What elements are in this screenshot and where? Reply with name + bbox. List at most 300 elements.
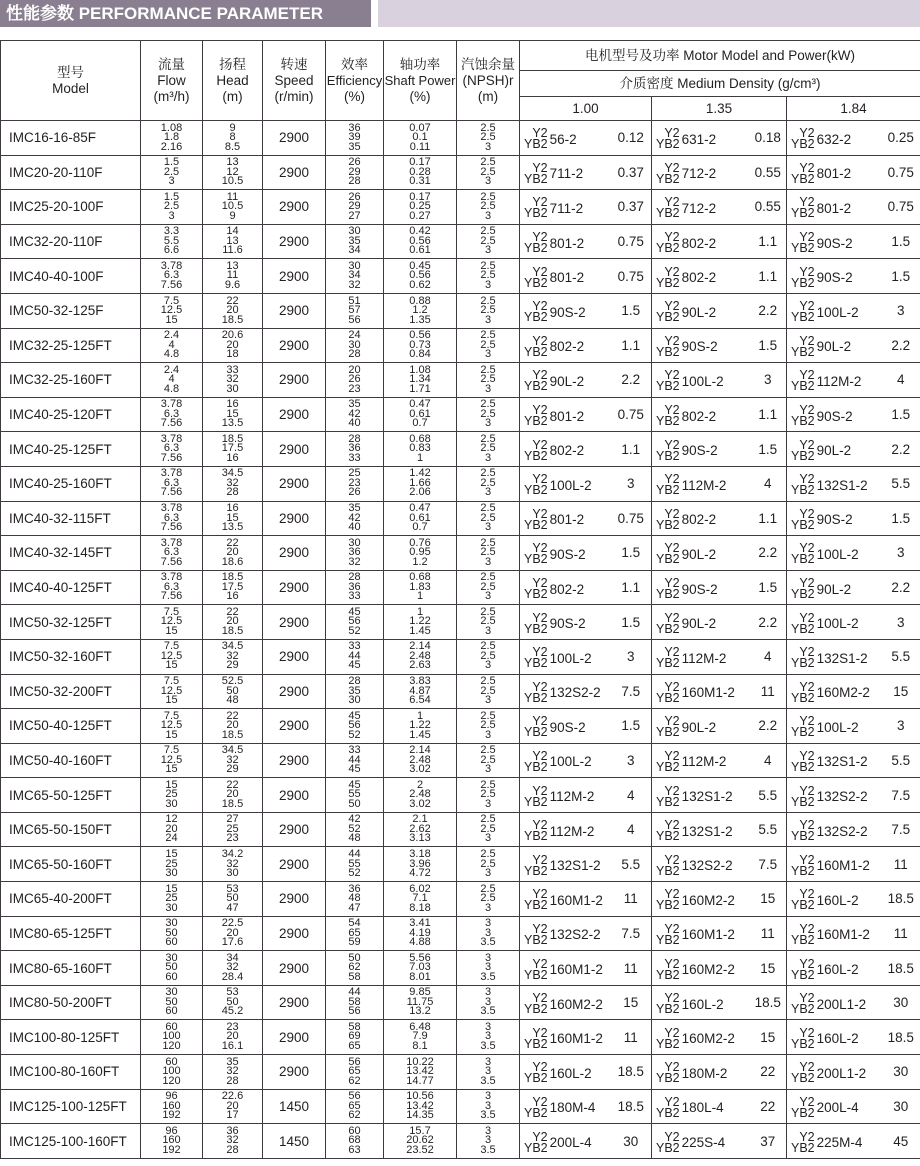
motor-power-cell: 11 (611, 951, 652, 986)
head-cell: 34.5 32 28 (203, 466, 263, 501)
motor-power-cell: 1.5 (611, 293, 652, 328)
motor-model-cell: Y2 YB2 712-2 (652, 155, 750, 190)
flow-cell: 3.78 6.3 7.56 (141, 397, 203, 432)
speed-cell: 2900 (263, 1055, 326, 1090)
motor-model-cell: Y2 YB2 90S-2 (787, 224, 882, 259)
flow-cell: 3.78 6.3 7.56 (141, 259, 203, 294)
motor-model-cell: Y2 YB2 801-2 (520, 501, 611, 536)
model-cell: IMC125-100-160FT (1, 1124, 141, 1159)
motor-model-cell: Y2 YB2 112M-2 (652, 639, 750, 674)
motor-model-cell: Y2 YB2 180M-4 (520, 1089, 611, 1124)
motor-model-cell: Y2 YB2 132S2-2 (787, 812, 882, 847)
flow-cell: 96 160 192 (141, 1124, 203, 1159)
flow-cell: 15 25 30 (141, 847, 203, 882)
motor-power-cell: 1.1 (750, 259, 787, 294)
motor-power-cell: 18.5 (611, 1055, 652, 1090)
shaft-cell: 1 1.22 1.45 (384, 709, 457, 744)
eff-cell: 28 35 30 (326, 674, 384, 709)
flow-cell: 7.5 12.5 15 (141, 639, 203, 674)
speed-cell: 2900 (263, 328, 326, 363)
flow-cell: 3.78 6.3 7.56 (141, 536, 203, 571)
motor-power-cell: 3 (611, 639, 652, 674)
model-cell: IMC50-32-160FT (1, 639, 141, 674)
flow-cell: 2.4 4 4.8 (141, 328, 203, 363)
flow-cell: 96 160 192 (141, 1089, 203, 1124)
speed-cell: 2900 (263, 121, 326, 156)
flow-cell: 3.78 6.3 7.56 (141, 570, 203, 605)
motor-power-cell: 15 (750, 1020, 787, 1055)
table-row (1, 951, 920, 986)
shaft-cell: 3.41 4.19 4.88 (384, 916, 457, 951)
shaft-cell: 0.17 0.28 0.31 (384, 155, 457, 190)
npsh-cell: 2.5 2.5 3 (457, 224, 520, 259)
motor-power-cell: 0.75 (611, 397, 652, 432)
flow-cell: 60 100 120 (141, 1020, 203, 1055)
shaft-cell: 15.7 20.62 23.52 (384, 1124, 457, 1159)
model-cell: IMC40-32-115FT (1, 501, 141, 536)
motor-power-cell: 1.1 (611, 570, 652, 605)
motor-power-cell: 4 (750, 639, 787, 674)
model-cell: IMC65-40-200FT (1, 882, 141, 917)
model-cell: IMC40-25-120FT (1, 397, 141, 432)
motor-model-cell: Y2 YB2 802-2 (520, 432, 611, 467)
motor-model-cell: Y2 YB2 132S1-2 (787, 466, 882, 501)
motor-model-cell: Y2 YB2 90S-2 (787, 501, 882, 536)
motor-model-cell: Y2 YB2 801-2 (787, 155, 882, 190)
motor-power-cell: 3 (882, 605, 920, 640)
motor-model-cell: Y2 YB2 711-2 (520, 155, 611, 190)
head-cell: 33 32 30 (203, 363, 263, 398)
eff-cell: 44 58 56 (326, 985, 384, 1020)
speed-cell: 2900 (263, 466, 326, 501)
motor-power-cell: 5.5 (611, 847, 652, 882)
eff-cell: 56 65 62 (326, 1089, 384, 1124)
flow-cell: 3.78 6.3 7.56 (141, 432, 203, 467)
model-cell: IMC80-65-125FT (1, 916, 141, 951)
shaft-cell: 3.83 4.87 6.54 (384, 674, 457, 709)
speed-cell: 2900 (263, 155, 326, 190)
motor-model-cell: Y2 YB2 132S1-2 (787, 639, 882, 674)
table-row (1, 121, 920, 156)
speed-cell: 2900 (263, 812, 326, 847)
model-cell: IMC32-25-125FT (1, 328, 141, 363)
motor-power-cell: 4 (750, 743, 787, 778)
npsh-cell: 2.5 2.5 3 (457, 639, 520, 674)
motor-model-cell: Y2 YB2 801-2 (520, 259, 611, 294)
table-row (1, 1089, 920, 1124)
motor-power-cell: 1.5 (882, 501, 920, 536)
col-head: 扬程 Head (m) (203, 41, 263, 121)
speed-cell: 2900 (263, 432, 326, 467)
head-cell: 16 15 13.5 (203, 501, 263, 536)
shaft-cell: 0.76 0.95 1.2 (384, 536, 457, 571)
table-row (1, 882, 920, 917)
motor-model-cell: Y2 YB2 90L-2 (652, 709, 750, 744)
table-row (1, 639, 920, 674)
motor-model-cell: Y2 YB2 802-2 (652, 397, 750, 432)
speed-cell: 2900 (263, 916, 326, 951)
motor-model-cell: Y2 YB2 132S2-2 (520, 916, 611, 951)
speed-cell: 2900 (263, 363, 326, 398)
motor-power-cell: 5.5 (882, 743, 920, 778)
motor-model-cell: Y2 YB2 100L-2 (787, 536, 882, 571)
flow-cell: 1.5 2.5 3 (141, 190, 203, 225)
motor-model-cell: Y2 YB2 112M-2 (652, 743, 750, 778)
density-135: 1.35 (652, 97, 787, 121)
motor-power-cell: 30 (882, 985, 920, 1020)
motor-model-cell: Y2 YB2 160L-2 (520, 1055, 611, 1090)
motor-model-cell: Y2 YB2 100L-2 (787, 293, 882, 328)
shaft-cell: 5.56 7.03 8.01 (384, 951, 457, 986)
motor-model-cell: Y2 YB2 200L-4 (787, 1089, 882, 1124)
model-cell: IMC80-50-200FT (1, 985, 141, 1020)
flow-cell: 3.78 6.3 7.56 (141, 466, 203, 501)
table-row (1, 1020, 920, 1055)
eff-cell: 26 29 28 (326, 155, 384, 190)
flow-cell: 15 25 30 (141, 882, 203, 917)
motor-model-cell: Y2 YB2 802-2 (652, 501, 750, 536)
eff-cell: 50 62 58 (326, 951, 384, 986)
motor-model-cell: Y2 YB2 802-2 (520, 570, 611, 605)
motor-power-cell: 1.1 (611, 432, 652, 467)
motor-power-cell: 3 (611, 743, 652, 778)
eff-cell: 20 26 23 (326, 363, 384, 398)
table-row (1, 812, 920, 847)
model-cell: IMC40-25-160FT (1, 466, 141, 501)
motor-power-cell: 2.2 (882, 570, 920, 605)
table-body (1, 121, 920, 1159)
model-cell: IMC40-40-125FT (1, 570, 141, 605)
eff-cell: 33 44 45 (326, 743, 384, 778)
head-cell: 20.6 20 18 (203, 328, 263, 363)
table-row (1, 293, 920, 328)
motor-model-cell: Y2 YB2 132S2-2 (520, 674, 611, 709)
motor-model-cell: Y2 YB2 160M2-2 (520, 985, 611, 1020)
shaft-cell: 6.48 7.9 8.1 (384, 1020, 457, 1055)
head-cell: 22 20 18.5 (203, 293, 263, 328)
speed-cell: 2900 (263, 1020, 326, 1055)
motor-model-cell: Y2 YB2 160M2-2 (652, 882, 750, 917)
section-banner (0, 0, 920, 27)
flow-cell: 7.5 12.5 15 (141, 674, 203, 709)
table-row (1, 397, 920, 432)
motor-power-cell: 11 (750, 674, 787, 709)
eff-cell: 36 48 47 (326, 882, 384, 917)
model-cell: IMC32-25-160FT (1, 363, 141, 398)
npsh-cell: 2.5 2.5 3 (457, 570, 520, 605)
head-cell: 52.5 50 48 (203, 674, 263, 709)
col-efficiency: 效率 Efficiency (%) (326, 41, 384, 121)
table-row (1, 224, 920, 259)
npsh-cell: 2.5 2.5 3 (457, 363, 520, 398)
eff-cell: 30 35 34 (326, 224, 384, 259)
eff-cell: 44 55 52 (326, 847, 384, 882)
npsh-cell: 2.5 2.5 3 (457, 605, 520, 640)
flow-cell: 7.5 12.5 15 (141, 605, 203, 640)
model-cell: IMC50-40-125FT (1, 709, 141, 744)
motor-power-cell: 0.37 (611, 155, 652, 190)
motor-model-cell: Y2 YB2 160M1-2 (787, 916, 882, 951)
head-cell: 13 11 9.6 (203, 259, 263, 294)
npsh-cell: 2.5 2.5 3 (457, 121, 520, 156)
motor-model-cell: Y2 YB2 200L1-2 (787, 985, 882, 1020)
motor-model-cell: Y2 YB2 712-2 (652, 190, 750, 225)
eff-cell: 35 42 40 (326, 501, 384, 536)
table-row (1, 847, 920, 882)
motor-power-cell: 2.2 (750, 536, 787, 571)
motor-power-cell: 0.55 (750, 155, 787, 190)
eff-cell: 26 29 27 (326, 190, 384, 225)
head-cell: 22 20 18.5 (203, 605, 263, 640)
motor-power-cell: 0.18 (750, 121, 787, 156)
npsh-cell: 3 3 3.5 (457, 1055, 520, 1090)
motor-power-cell: 30 (882, 1055, 920, 1090)
motor-power-cell: 1.5 (882, 259, 920, 294)
flow-cell: 7.5 12.5 15 (141, 743, 203, 778)
table-row (1, 155, 920, 190)
motor-model-cell: Y2 YB2 802-2 (520, 328, 611, 363)
speed-cell: 2900 (263, 570, 326, 605)
motor-power-cell: 4 (611, 778, 652, 813)
motor-power-cell: 5.5 (882, 639, 920, 674)
motor-model-cell: Y2 YB2 160M2-2 (787, 674, 882, 709)
motor-power-cell: 0.75 (611, 501, 652, 536)
motor-power-cell: 1.5 (750, 432, 787, 467)
motor-power-cell: 0.75 (882, 190, 920, 225)
motor-model-cell: Y2 YB2 200L1-2 (787, 1055, 882, 1090)
flow-cell: 30 50 60 (141, 951, 203, 986)
motor-power-cell: 7.5 (611, 674, 652, 709)
motor-model-cell: Y2 YB2 100L-2 (520, 743, 611, 778)
motor-power-cell: 0.25 (882, 121, 920, 156)
motor-power-cell: 18.5 (882, 1020, 920, 1055)
performance-table (0, 40, 920, 1159)
model-cell: IMC40-40-100F (1, 259, 141, 294)
motor-model-cell: Y2 YB2 100L-2 (520, 466, 611, 501)
motor-power-cell: 11 (611, 1020, 652, 1055)
shaft-cell: 0.42 0.56 0.61 (384, 224, 457, 259)
flow-cell: 60 100 120 (141, 1055, 203, 1090)
motor-power-cell: 2.2 (750, 605, 787, 640)
eff-cell: 35 42 40 (326, 397, 384, 432)
table-row (1, 536, 920, 571)
motor-model-cell: Y2 YB2 801-2 (520, 397, 611, 432)
motor-model-cell: Y2 YB2 160M1-2 (520, 882, 611, 917)
motor-power-cell: 4 (882, 363, 920, 398)
motor-power-cell: 30 (611, 1124, 652, 1159)
eff-cell: 28 36 33 (326, 570, 384, 605)
shaft-cell: 2.14 2.48 2.63 (384, 639, 457, 674)
npsh-cell: 2.5 2.5 3 (457, 466, 520, 501)
model-cell: IMC50-32-200FT (1, 674, 141, 709)
flow-cell: 30 50 60 (141, 916, 203, 951)
table-row (1, 916, 920, 951)
shaft-cell: 10.22 13.42 14.77 (384, 1055, 457, 1090)
motor-power-cell: 1.5 (611, 536, 652, 571)
motor-model-cell: Y2 YB2 160M2-2 (652, 1020, 750, 1055)
speed-cell: 2900 (263, 951, 326, 986)
motor-power-cell: 7.5 (750, 847, 787, 882)
shaft-cell: 0.47 0.61 0.7 (384, 501, 457, 536)
head-cell: 11 10.5 9 (203, 190, 263, 225)
motor-power-cell: 1.1 (750, 224, 787, 259)
shaft-cell: 6.02 7.1 8.18 (384, 882, 457, 917)
motor-model-cell: Y2 YB2 132S1-2 (652, 812, 750, 847)
banner-divider (371, 0, 378, 27)
motor-power-cell: 1.5 (882, 397, 920, 432)
motor-model-cell: Y2 YB2 90L-2 (787, 432, 882, 467)
motor-power-cell: 3 (882, 709, 920, 744)
shaft-cell: 0.07 0.1 0.11 (384, 121, 457, 156)
flow-cell: 7.5 12.5 15 (141, 293, 203, 328)
motor-model-cell: Y2 YB2 90S-2 (787, 397, 882, 432)
table-row (1, 985, 920, 1020)
shaft-cell: 0.45 0.56 0.62 (384, 259, 457, 294)
motor-model-cell: Y2 YB2 801-2 (787, 190, 882, 225)
npsh-cell: 3 3 3.5 (457, 1124, 520, 1159)
npsh-cell: 3 3 3.5 (457, 1020, 520, 1055)
motor-model-cell: Y2 YB2 56-2 (520, 121, 611, 156)
motor-model-cell: Y2 YB2 112M-2 (520, 812, 611, 847)
motor-power-cell: 18.5 (611, 1089, 652, 1124)
table-row (1, 190, 920, 225)
npsh-cell: 2.5 2.5 3 (457, 155, 520, 190)
motor-power-cell: 11 (750, 916, 787, 951)
eff-cell: 60 68 63 (326, 1124, 384, 1159)
motor-model-cell: Y2 YB2 90S-2 (787, 259, 882, 294)
table-row (1, 259, 920, 294)
motor-power-cell: 1.5 (750, 570, 787, 605)
table-row (1, 778, 920, 813)
head-cell: 9 8 8.5 (203, 121, 263, 156)
head-cell: 53 50 47 (203, 882, 263, 917)
model-cell: IMC100-80-125FT (1, 1020, 141, 1055)
model-cell: IMC20-20-110F (1, 155, 141, 190)
motor-model-cell: Y2 YB2 112M-2 (787, 363, 882, 398)
model-cell: IMC65-50-125FT (1, 778, 141, 813)
motor-model-cell: Y2 YB2 90L-2 (520, 363, 611, 398)
shaft-cell: 9.85 11.75 13.2 (384, 985, 457, 1020)
table-row (1, 363, 920, 398)
col-speed: 转速 Speed (r/min) (263, 41, 326, 121)
eff-cell: 54 65 59 (326, 916, 384, 951)
motor-model-cell: Y2 YB2 90L-2 (652, 605, 750, 640)
head-cell: 53 50 45.2 (203, 985, 263, 1020)
shaft-cell: 0.68 1.83 1 (384, 570, 457, 605)
motor-power-cell: 3 (882, 536, 920, 571)
motor-power-cell: 7.5 (882, 778, 920, 813)
motor-model-cell: Y2 YB2 631-2 (652, 121, 750, 156)
motor-model-cell: Y2 YB2 802-2 (652, 259, 750, 294)
motor-power-cell: 22 (750, 1089, 787, 1124)
head-cell: 34.5 32 29 (203, 743, 263, 778)
speed-cell: 2900 (263, 397, 326, 432)
motor-model-cell: Y2 YB2 132S2-2 (787, 778, 882, 813)
head-cell: 23 20 16.1 (203, 1020, 263, 1055)
col-model: 型号 Model (1, 41, 141, 121)
shaft-cell: 1.42 1.66 2.06 (384, 466, 457, 501)
shaft-cell: 2.14 2.48 3.02 (384, 743, 457, 778)
speed-cell: 2900 (263, 536, 326, 571)
flow-cell: 1.08 1.8 2.16 (141, 121, 203, 156)
motor-model-cell: Y2 YB2 711-2 (520, 190, 611, 225)
speed-cell: 2900 (263, 605, 326, 640)
eff-cell: 45 56 52 (326, 605, 384, 640)
motor-power-cell: 0.75 (611, 224, 652, 259)
speed-cell: 2900 (263, 293, 326, 328)
motor-model-cell: Y2 YB2 90L-2 (652, 536, 750, 571)
speed-cell: 1450 (263, 1089, 326, 1124)
density-184: 1.84 (787, 97, 920, 121)
shaft-cell: 3.18 3.96 4.72 (384, 847, 457, 882)
density-group-header: 介质密度 Medium Density (g/cm³) (520, 71, 920, 97)
motor-power-cell: 18.5 (750, 985, 787, 1020)
col-flow: 流量 Flow (m³/h) (141, 41, 203, 121)
motor-power-cell: 5.5 (882, 466, 920, 501)
motor-model-cell: Y2 YB2 225S-4 (652, 1124, 750, 1159)
head-cell: 34 32 28.4 (203, 951, 263, 986)
model-cell: IMC100-80-160FT (1, 1055, 141, 1090)
table-row (1, 709, 920, 744)
table-row (1, 1124, 920, 1159)
npsh-cell: 2.5 2.5 3 (457, 778, 520, 813)
motor-model-cell: Y2 YB2 160M1-2 (652, 916, 750, 951)
head-cell: 22.6 20 17 (203, 1089, 263, 1124)
motor-model-cell: Y2 YB2 160M1-2 (652, 674, 750, 709)
eff-cell: 25 23 26 (326, 466, 384, 501)
motor-model-cell: Y2 YB2 90S-2 (652, 570, 750, 605)
model-cell: IMC50-40-160FT (1, 743, 141, 778)
motor-model-cell: Y2 YB2 112M-2 (652, 466, 750, 501)
motor-power-cell: 45 (882, 1124, 920, 1159)
motor-model-cell: Y2 YB2 112M-2 (520, 778, 611, 813)
model-cell: IMC16-16-85F (1, 121, 141, 156)
table-row (1, 466, 920, 501)
motor-power-cell: 15 (750, 951, 787, 986)
eff-cell: 30 36 32 (326, 536, 384, 571)
flow-cell: 3.3 5.5 6.6 (141, 224, 203, 259)
motor-power-cell: 1.5 (882, 224, 920, 259)
motor-power-cell: 37 (750, 1124, 787, 1159)
npsh-cell: 2.5 2.5 3 (457, 674, 520, 709)
shaft-cell: 0.68 0.83 1 (384, 432, 457, 467)
table-row (1, 605, 920, 640)
shaft-cell: 2.1 2.62 3.13 (384, 812, 457, 847)
motor-power-cell: 15 (750, 882, 787, 917)
motor-power-cell: 0.12 (611, 121, 652, 156)
npsh-cell: 3 3 3.5 (457, 1089, 520, 1124)
motor-model-cell: Y2 YB2 160L-2 (787, 1020, 882, 1055)
density-100: 1.00 (520, 97, 652, 121)
motor-power-cell: 3 (611, 466, 652, 501)
npsh-cell: 2.5 2.5 3 (457, 536, 520, 571)
motor-power-cell: 2.2 (750, 293, 787, 328)
npsh-cell: 2.5 2.5 3 (457, 190, 520, 225)
eff-cell: 30 34 32 (326, 259, 384, 294)
npsh-cell: 2.5 2.5 3 (457, 432, 520, 467)
npsh-cell: 2.5 2.5 3 (457, 259, 520, 294)
col-shaft-power: 轴功率 Shaft Power (%) (384, 41, 457, 121)
eff-cell: 33 44 45 (326, 639, 384, 674)
shaft-cell: 0.17 0.25 0.27 (384, 190, 457, 225)
speed-cell: 2900 (263, 224, 326, 259)
motor-model-cell: Y2 YB2 225M-4 (787, 1124, 882, 1159)
speed-cell: 1450 (263, 1124, 326, 1159)
shaft-cell: 10.56 13.42 14.35 (384, 1089, 457, 1124)
motor-power-cell: 22 (750, 1055, 787, 1090)
motor-model-cell: Y2 YB2 90S-2 (520, 536, 611, 571)
head-cell: 36 32 28 (203, 1124, 263, 1159)
